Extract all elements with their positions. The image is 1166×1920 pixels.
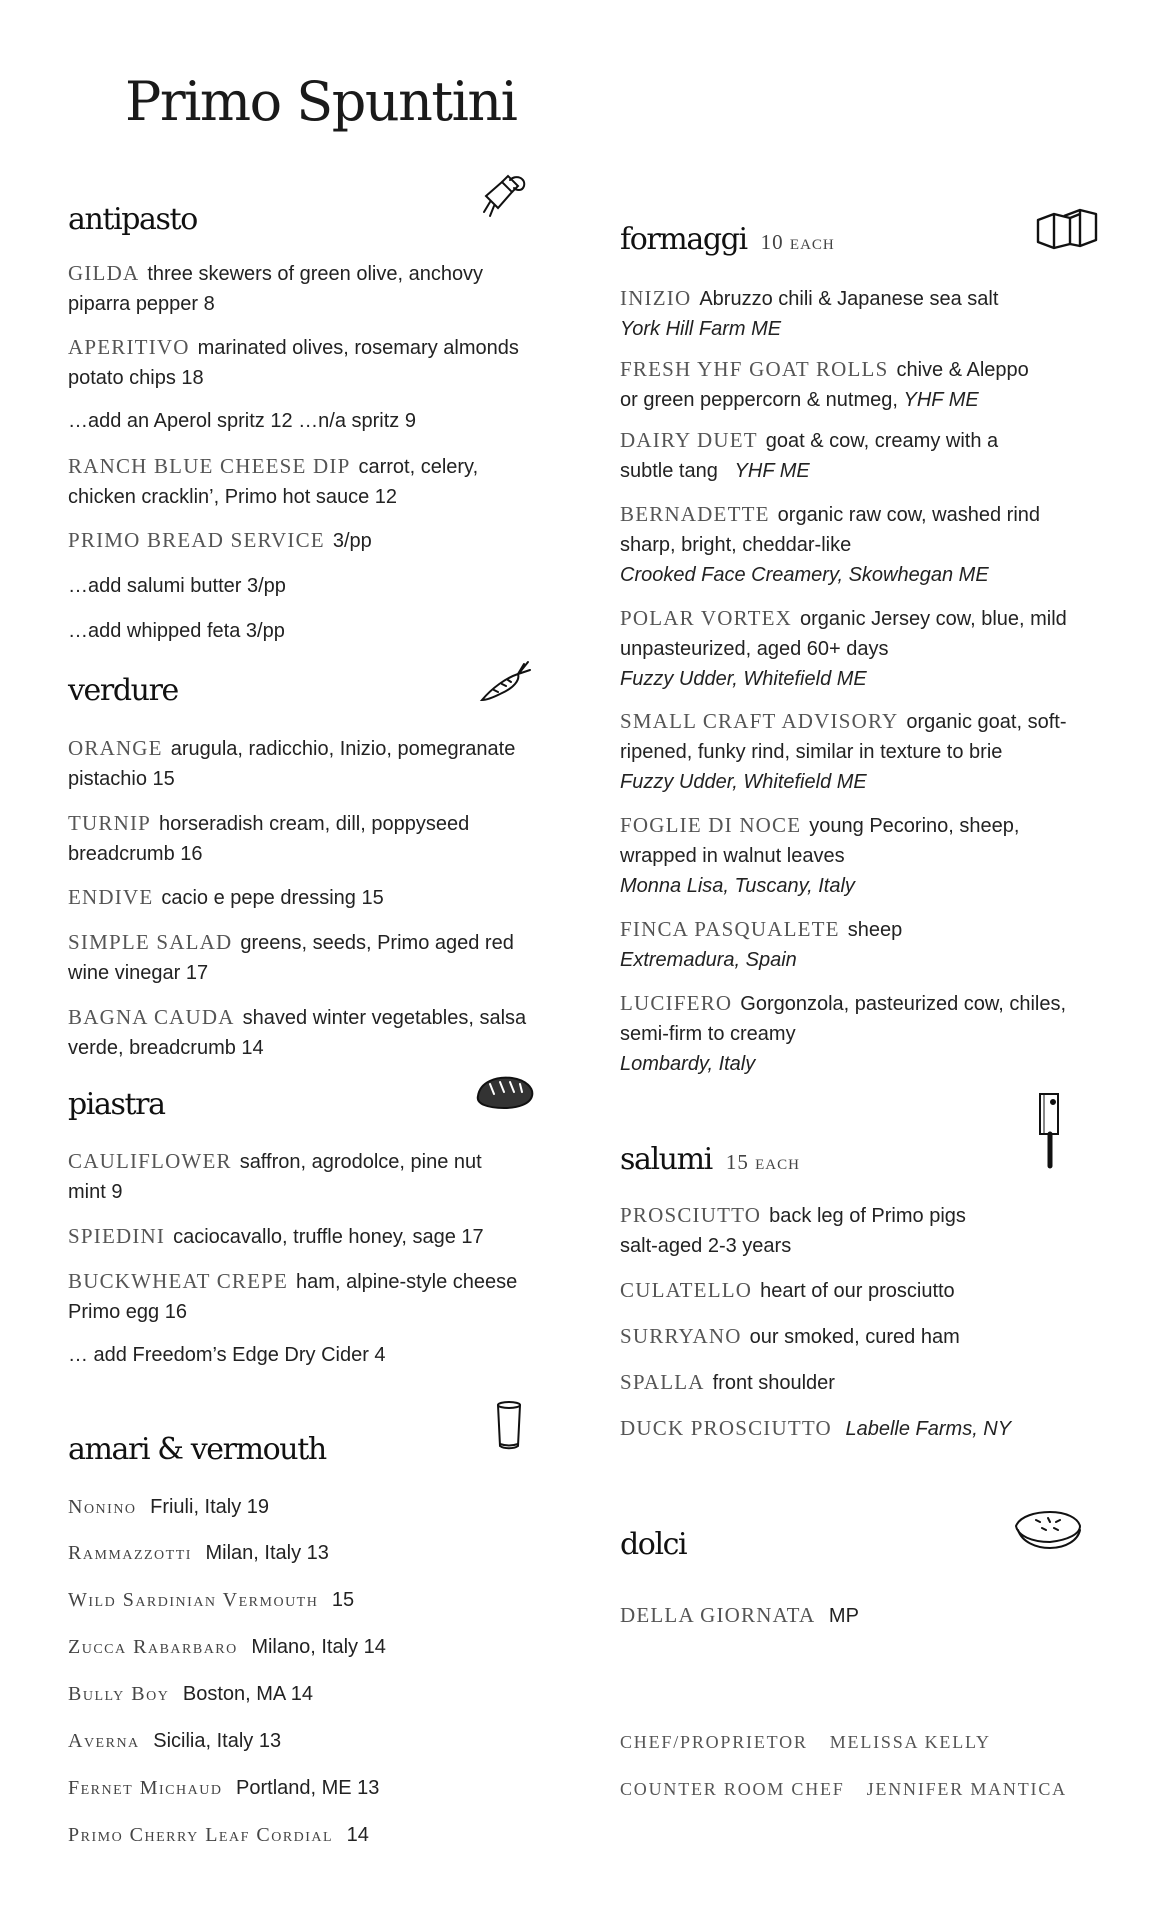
menu-item: Zucca Rabarbaro Milano, Italy 14 xyxy=(68,1636,386,1658)
cheese-item: BERNADETTE organic raw cow, washed rind sharp, bright, cheddar-like Crooked Face Creamery, Skowhegan ME xyxy=(620,502,1041,586)
section-heading-piastra: piastra xyxy=(68,1087,165,1122)
menu-addon: …add whipped feta 3/pp xyxy=(68,620,285,642)
menu-title: Primo Spuntini xyxy=(125,70,517,133)
menu-item: RANCH BLUE CHEESE DIP carrot, celery, chicken cracklin’, Primo hot sauce 12 xyxy=(68,454,479,508)
section-heading-verdure: verdure xyxy=(68,673,178,708)
salumi-item: CULATELLO heart of our prosciutto xyxy=(620,1278,955,1302)
menu-addon: …add an Aperol spritz 12 …n/a spritz 9 xyxy=(68,410,416,432)
menu-item: Bully Boy Boston, MA 14 xyxy=(68,1683,313,1705)
menu-item: CAULIFLOWER saffron, agrodolce, pine nut mint 9 xyxy=(68,1149,482,1203)
salumi-item: DUCK PROSCIUTTO Labelle Farms, NY xyxy=(620,1416,1012,1440)
menu-item: SPIEDINI caciocavallo, truffle honey, sage 17 xyxy=(68,1224,484,1248)
menu-item: Nonino Friuli, Italy 19 xyxy=(68,1496,270,1518)
section-heading-salumi: salumi 15 each xyxy=(620,1142,800,1177)
dessert-item: DELLA GIORNATA MP xyxy=(620,1603,859,1627)
glass-icon xyxy=(494,1400,524,1452)
menu-item: Fernet Michaud Portland, ME 13 xyxy=(68,1777,380,1799)
menu-item: PRIMO BREAD SERVICE 3/pp xyxy=(68,528,372,552)
cheese-block-icon xyxy=(1034,206,1100,252)
credit-line: COUNTER ROOM CHEF JENNIFER MANTICA xyxy=(620,1779,1067,1799)
cheese-item: INIZIO Abruzzo chili & Japanese sea salt York Hill Farm ME xyxy=(620,286,999,340)
carrot-icon xyxy=(478,658,534,706)
salumi-item: PROSCIUTTO back leg of Primo pigs salt-aged 2-3 years xyxy=(620,1203,966,1257)
menu-item: APERITIVO marinated olives, rosemary almonds potato chips 18 xyxy=(68,335,519,389)
pie-icon xyxy=(1012,1508,1084,1552)
menu-item: TURNIP horseradish cream, dill, poppyseed breadcrumb 16 xyxy=(68,811,470,865)
cocktail-shaker-icon xyxy=(480,172,532,220)
bread-icon xyxy=(474,1072,536,1112)
salumi-item: SPALLA front shoulder xyxy=(620,1370,835,1394)
credit-line: CHEF/PROPRIETOR MELISSA KELLY xyxy=(620,1732,991,1752)
menu-item: Averna Sicilia, Italy 13 xyxy=(68,1730,282,1752)
menu-item: Primo Cherry Leaf Cordial 14 xyxy=(68,1824,369,1846)
cheese-item: SMALL CRAFT ADVISORY organic goat, soft- ripened, funky rind, similar in texture to brie Fuzzy Udder, Whitefield ME xyxy=(620,709,1067,793)
cheese-item: POLAR VORTEX organic Jersey cow, blue, mild unpasteurized, aged 60+ days Fuzzy Udder, Whitefield ME xyxy=(620,606,1067,690)
menu-item: Rammazzotti Milan, Italy 13 xyxy=(68,1542,329,1564)
cheese-item: FINCA PASQUALETE sheep Extremadura, Spain xyxy=(620,917,903,971)
salumi-item: SURRYANO our smoked, cured ham xyxy=(620,1324,960,1348)
section-price: 15 each xyxy=(725,1150,800,1174)
cheese-item: LUCIFERO Gorgonzola, pasteurized cow, chiles, semi-firm to creamy Lombardy, Italy xyxy=(620,991,1067,1075)
menu-item: ENDIVE cacio e pepe dressing 15 xyxy=(68,885,384,909)
cleaver-icon xyxy=(1036,1090,1064,1170)
cheese-item: DAIRY DUET goat & cow, creamy with a subtle tang YHF ME xyxy=(620,428,999,482)
section-heading-dolci: dolci xyxy=(620,1527,687,1562)
section-price: 10 each xyxy=(760,230,835,254)
menu-addon: …add salumi butter 3/pp xyxy=(68,575,286,597)
menu-item: Wild Sardinian Vermouth 15 xyxy=(68,1589,355,1611)
cheese-item: FRESH YHF GOAT ROLLS chive & Aleppo or green peppercorn & nutmeg, YHF ME xyxy=(620,357,1029,411)
menu-item: BUCKWHEAT CREPE ham, alpine-style cheese Primo egg 16 xyxy=(68,1269,518,1323)
section-heading-formaggi: formaggi 10 each xyxy=(620,222,835,257)
menu-item: SIMPLE SALAD greens, seeds, Primo aged red wine vinegar 17 xyxy=(68,930,514,984)
menu-item: BAGNA CAUDA shaved winter vegetables, salsa verde, breadcrumb 14 xyxy=(68,1005,527,1059)
cheese-item: FOGLIE DI NOCE young Pecorino, sheep, wrapped in walnut leaves Monna Lisa, Tuscany, Italy xyxy=(620,813,1020,897)
section-heading-amari: amari & vermouth xyxy=(68,1432,326,1467)
menu-item: GILDA three skewers of green olive, anchovy piparra pepper 8 xyxy=(68,261,484,315)
menu-item: ORANGE arugula, radicchio, Inizio, pomegranate pistachio 15 xyxy=(68,736,516,790)
menu-addon: … add Freedom’s Edge Dry Cider 4 xyxy=(68,1344,386,1366)
section-heading-antipasto: antipasto xyxy=(68,202,197,237)
